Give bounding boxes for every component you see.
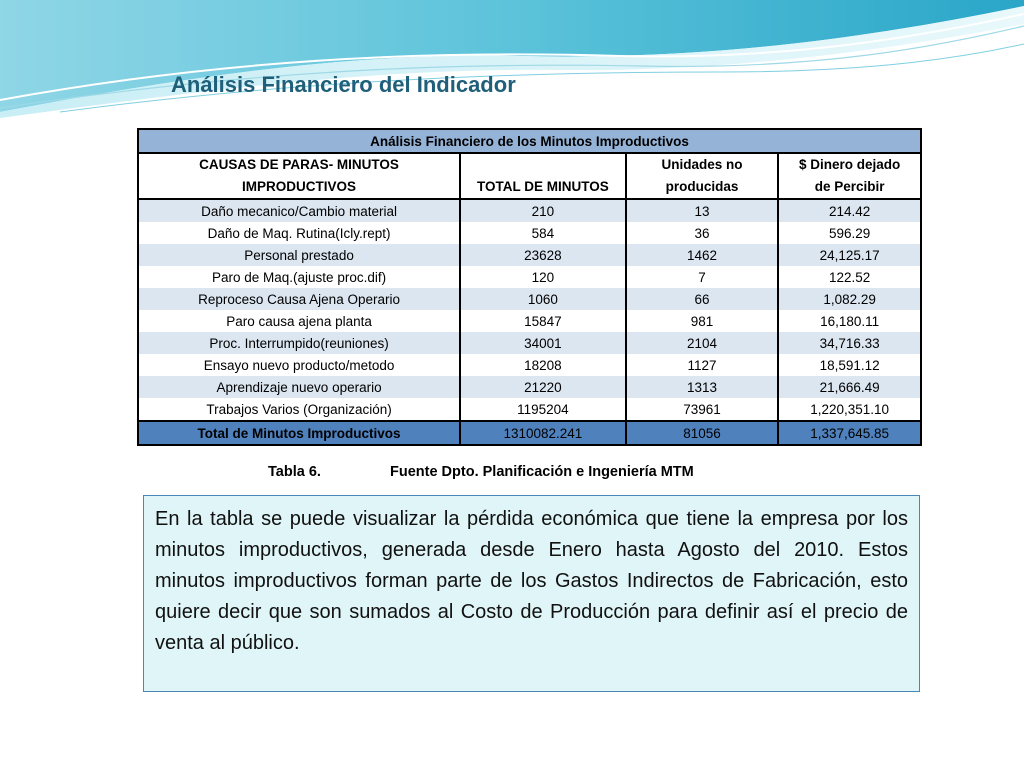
cell-cause: Daño mecanico/Cambio material — [138, 199, 460, 222]
cell-money: 122.52 — [778, 266, 921, 288]
column-header-row — [138, 153, 921, 199]
cell-minutes: 1195204 — [460, 398, 626, 421]
cell-minutes: 1060 — [460, 288, 626, 310]
explanation-text: En la tabla se puede visualizar la pérdida económica que tiene la empresa por los minutos improductivos, generada desde Enero hasta Agosto del 2010. Estos minutos improductivos forman parte de los Gastos Indirectos de Fabricación, esto quiere decir que son sumados al Costo de Producción para definir así el precio de venta al público. — [155, 508, 908, 654]
column-header-units: Unidades no producidas — [626, 153, 779, 199]
cell-cause: Reproceso Causa Ajena Operario — [138, 288, 460, 310]
cell-money: 214.42 — [778, 199, 921, 222]
cell-cause: Proc. Interrumpido(reuniones) — [138, 332, 460, 354]
cell-cause: Paro causa ajena planta — [138, 310, 460, 332]
column-header-money: $ Dinero dejado de Percibir — [778, 153, 921, 199]
cell-minutes: 210 — [460, 199, 626, 222]
table-row — [138, 332, 921, 354]
cell-money: 596.29 — [778, 222, 921, 244]
cell-money: 16,180.11 — [778, 310, 921, 332]
cell-units: 7 — [626, 266, 779, 288]
total-row — [138, 421, 921, 445]
cell-cause: Paro de Maq.(ajuste proc.dif) — [138, 266, 460, 288]
cell-minutes: 18208 — [460, 354, 626, 376]
cell-money: 24,125.17 — [778, 244, 921, 266]
cell-units: 13 — [626, 199, 779, 222]
cell-units: 36 — [626, 222, 779, 244]
explanation-text-box — [143, 495, 920, 692]
cell-units: 1462 — [626, 244, 779, 266]
cell-units: 73961 — [626, 398, 779, 421]
cell-money: 18,591.12 — [778, 354, 921, 376]
cell-minutes: 584 — [460, 222, 626, 244]
cell-minutes: 15847 — [460, 310, 626, 332]
slide-title: Análisis Financiero del Indicador — [171, 72, 516, 97]
cell-minutes: 21220 — [460, 376, 626, 398]
cell-money: 1,220,351.10 — [778, 398, 921, 421]
table-caption — [268, 464, 694, 480]
cell-money: 21,666.49 — [778, 376, 921, 398]
cell-units: 2104 — [626, 332, 779, 354]
cell-money: 1,082.29 — [778, 288, 921, 310]
table-row — [138, 310, 921, 332]
cell-minutes: 34001 — [460, 332, 626, 354]
table-row — [138, 222, 921, 244]
cell-cause: Aprendizaje nuevo operario — [138, 376, 460, 398]
table-row — [138, 244, 921, 266]
caption-source: Fuente Dpto. Planificación e Ingeniería MTM — [390, 464, 694, 480]
financial-table — [137, 128, 922, 446]
cell-units: 1127 — [626, 354, 779, 376]
cell-money: 34,716.33 — [778, 332, 921, 354]
column-header-total-minutes: TOTAL DE MINUTOS — [460, 153, 626, 199]
column-header-causes: CAUSAS DE PARAS- MINUTOS IMPRODUCTIVOS — [138, 153, 460, 199]
table-row — [138, 266, 921, 288]
caption-label: Tabla 6. — [268, 464, 321, 480]
table-row — [138, 288, 921, 310]
cell-cause: Trabajos Varios (Organización) — [138, 398, 460, 421]
cell-minutes: 23628 — [460, 244, 626, 266]
cell-minutes: 120 — [460, 266, 626, 288]
table-heading-row — [138, 129, 921, 153]
cell-cause: Personal prestado — [138, 244, 460, 266]
cell-units: 1313 — [626, 376, 779, 398]
total-label: Total de Minutos Improductivos — [138, 421, 460, 445]
table-row — [138, 354, 921, 376]
total-units: 81056 — [626, 421, 779, 445]
cell-units: 66 — [626, 288, 779, 310]
table-row — [138, 199, 921, 222]
table-heading: Análisis Financiero de los Minutos Improductivos — [138, 129, 921, 153]
table-row — [138, 376, 921, 398]
total-money: 1,337,645.85 — [778, 421, 921, 445]
decorative-waves — [0, 0, 1024, 130]
cell-cause: Daño de Maq. Rutina(Icly.rept) — [138, 222, 460, 244]
table-row — [138, 398, 921, 421]
total-minutes: 1310082.241 — [460, 421, 626, 445]
cell-cause: Ensayo nuevo producto/metodo — [138, 354, 460, 376]
cell-units: 981 — [626, 310, 779, 332]
